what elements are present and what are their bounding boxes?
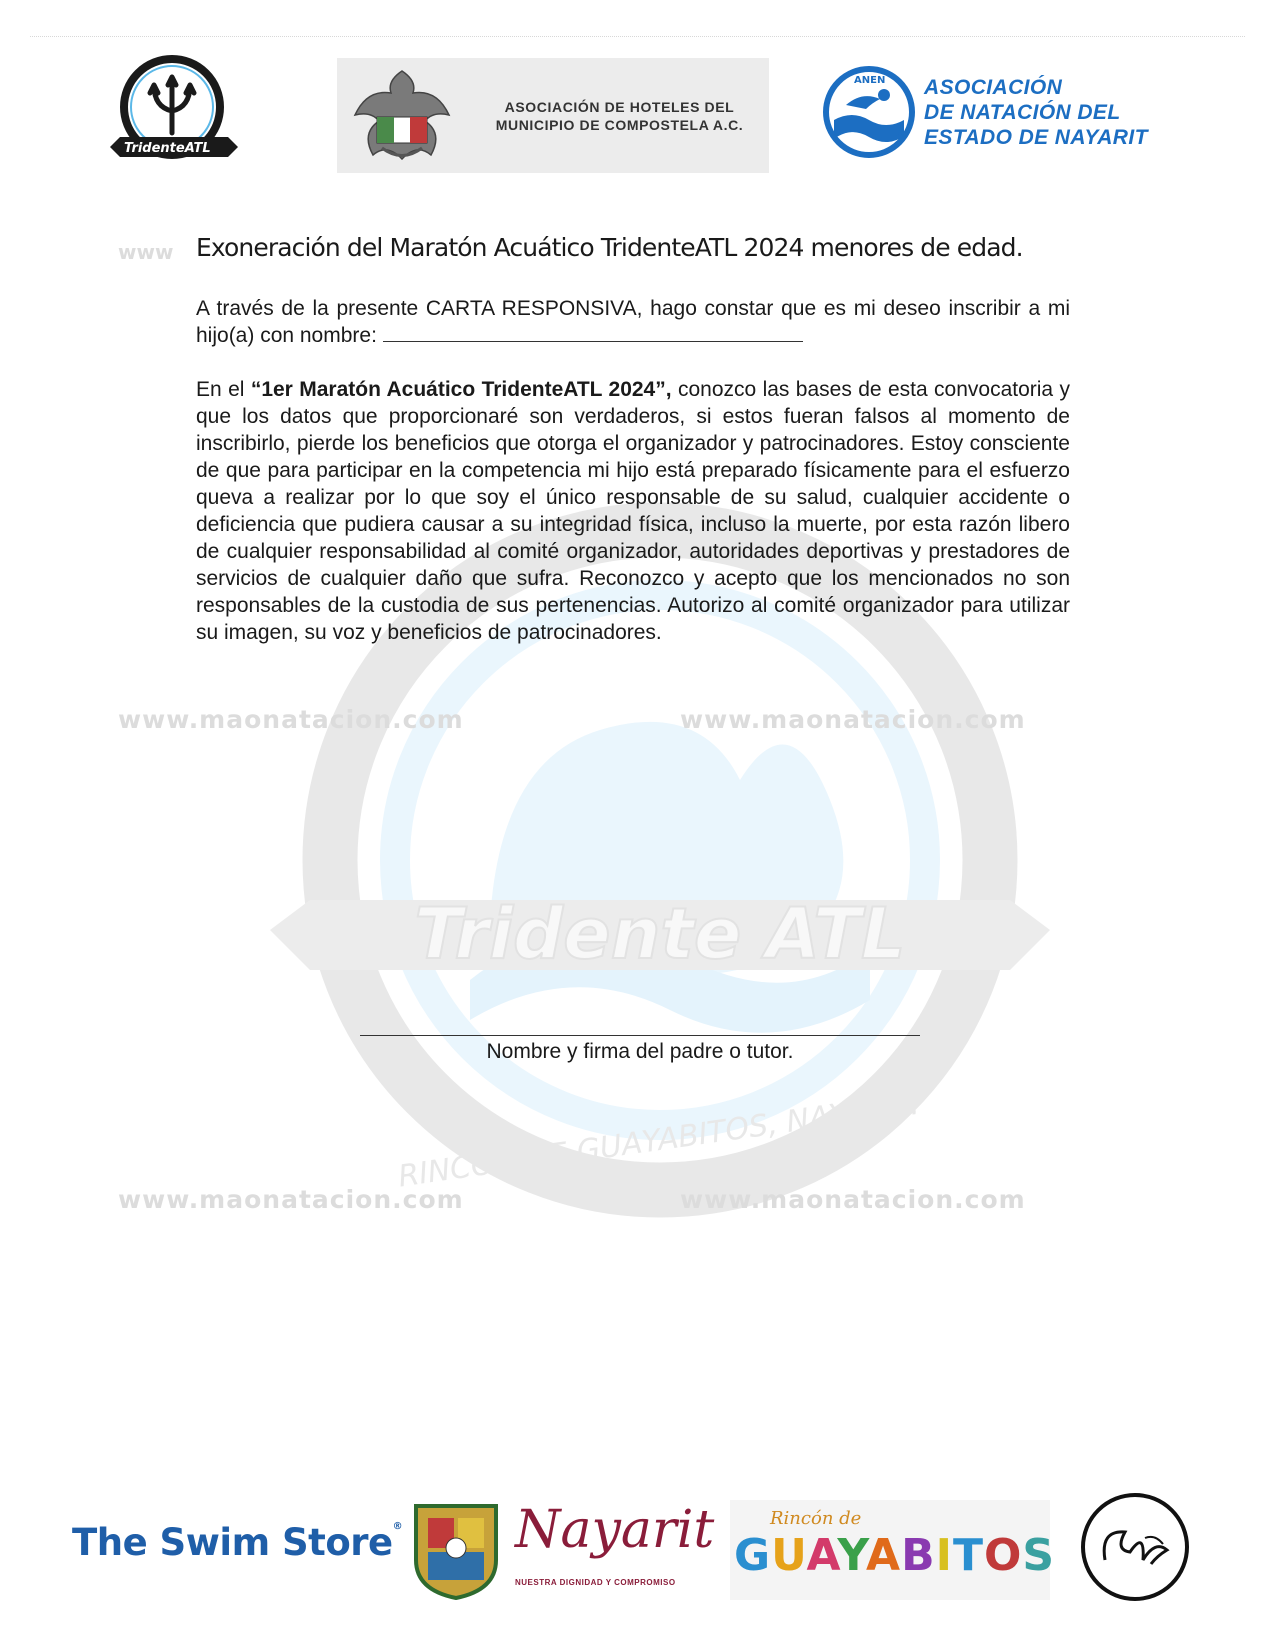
guayabitos-letter: T (952, 1530, 984, 1581)
hotel-association-logo (337, 58, 769, 173)
guayabitos-letter: Y (837, 1530, 866, 1581)
intro-text: A través de la presente CARTA RESPONSIVA, hago constar que es mi deseo inscribir a mi hijo(a) con nombre: (196, 297, 1070, 347)
guayabitos-letter: O (984, 1530, 1023, 1581)
nayarit-tagline: NUESTRA DIGNIDAD Y COMPROMISO (515, 1578, 676, 1587)
intro-paragraph (196, 295, 1070, 349)
watermark-url-3: www.maonatacion.com (118, 1185, 464, 1214)
eagle-emblem-icon (347, 63, 457, 168)
anen-line-1: ASOCIACIÓN (924, 76, 1063, 99)
guayabitos-letter: S (1022, 1530, 1056, 1581)
guayabitos-logo (730, 1500, 1056, 1600)
tridente-atl-logo (110, 55, 250, 175)
swim-store-name: The Swim Store (72, 1521, 393, 1564)
watermark-location: RINCÓN DE GUAYABITOS, NAYARIT. (396, 1086, 922, 1195)
nayarit-logo (410, 1500, 715, 1600)
child-name-field[interactable] (383, 323, 803, 342)
guay-word-1 (734, 1530, 1055, 1581)
guayabitos-letter: I (935, 1530, 953, 1581)
guayabitos-letter: A (806, 1530, 838, 1581)
guayabitos-letter: A (866, 1530, 902, 1581)
anen-badge-text: ANEN (854, 75, 886, 86)
event-name: “1er Maratón Acuático TridenteATL 2024”, (250, 378, 672, 401)
document-title: Exoneración del Maratón Acuático TridenteATL 2024 menores de edad. (196, 233, 1023, 262)
anen-line-3: ESTADO DE NAYARIT (924, 126, 1148, 149)
watermark-title-prefix: www (118, 240, 174, 264)
watermark-brand: Tridente ATL (414, 893, 906, 975)
watermark-url-1: www.maonatacion.com (118, 705, 464, 734)
page-top-border (30, 36, 1245, 37)
nayarit-wordmark: Nayarit (515, 1500, 715, 1560)
guayabitos-letter: U (771, 1530, 807, 1581)
signature-label: Nombre y firma del padre o tutor. (486, 1040, 794, 1063)
guayabitos-wordmark (734, 1530, 1055, 1581)
watermark-url-4: www.maonatacion.com (680, 1185, 1026, 1214)
anen-swimmer-icon (822, 65, 916, 159)
tridente-logo-text: TridenteATL (124, 141, 211, 156)
anen-name (924, 75, 1148, 150)
guayabitos-letter: B (901, 1530, 936, 1581)
guayabitos-prefix: Rincón de (770, 1508, 862, 1529)
anen-logo (822, 65, 1222, 165)
swim-store-logo (72, 1521, 402, 1564)
guayabitos-letter: G (734, 1530, 772, 1581)
watermark-url-2: www.maonatacion.com (680, 705, 1026, 734)
signature-line[interactable] (360, 1035, 920, 1036)
hotel-association-name: ASOCIACIÓN DE HOTELES DEL MUNICIPIO DE COMPOSTELA A.C. (495, 99, 744, 133)
nayarit-shield-icon (410, 1500, 502, 1600)
registered-mark: ® (392, 1521, 403, 1532)
waiver-lead: En el (196, 378, 245, 401)
waiver-paragraph (196, 376, 1070, 646)
anen-line-2: DE NATACIÓN DEL (924, 101, 1121, 124)
signature-seal-logo (1075, 1490, 1195, 1605)
waiver-text: conozco las bases de esta convocatoria y que los datos que proporcionaré son verdaderos, si estos fueran falsos al momento de inscribirlo, pierde los beneficios que otorga el organizador y patrocinadores. Estoy consciente de que para participar en la competencia mi hijo está preparado físicamente para el esfuerzo queva a realizar por lo que soy el único responsable de su salud, cualquier accidente o deficiencia que pudiera causar a su integridad física, incluso la muerte, por esta razón libero de cualquier responsabilidad al comité organizador, autoridades deportivas y prestadores de servicios de cualquier daño que sufra. Reconozco y acepto que los mencionados no son responsables de la custodia de sus pertenencias. Autorizo al comité organizador para utilizar su imagen, su voz y beneficios de patrocinadores. (196, 378, 1070, 644)
